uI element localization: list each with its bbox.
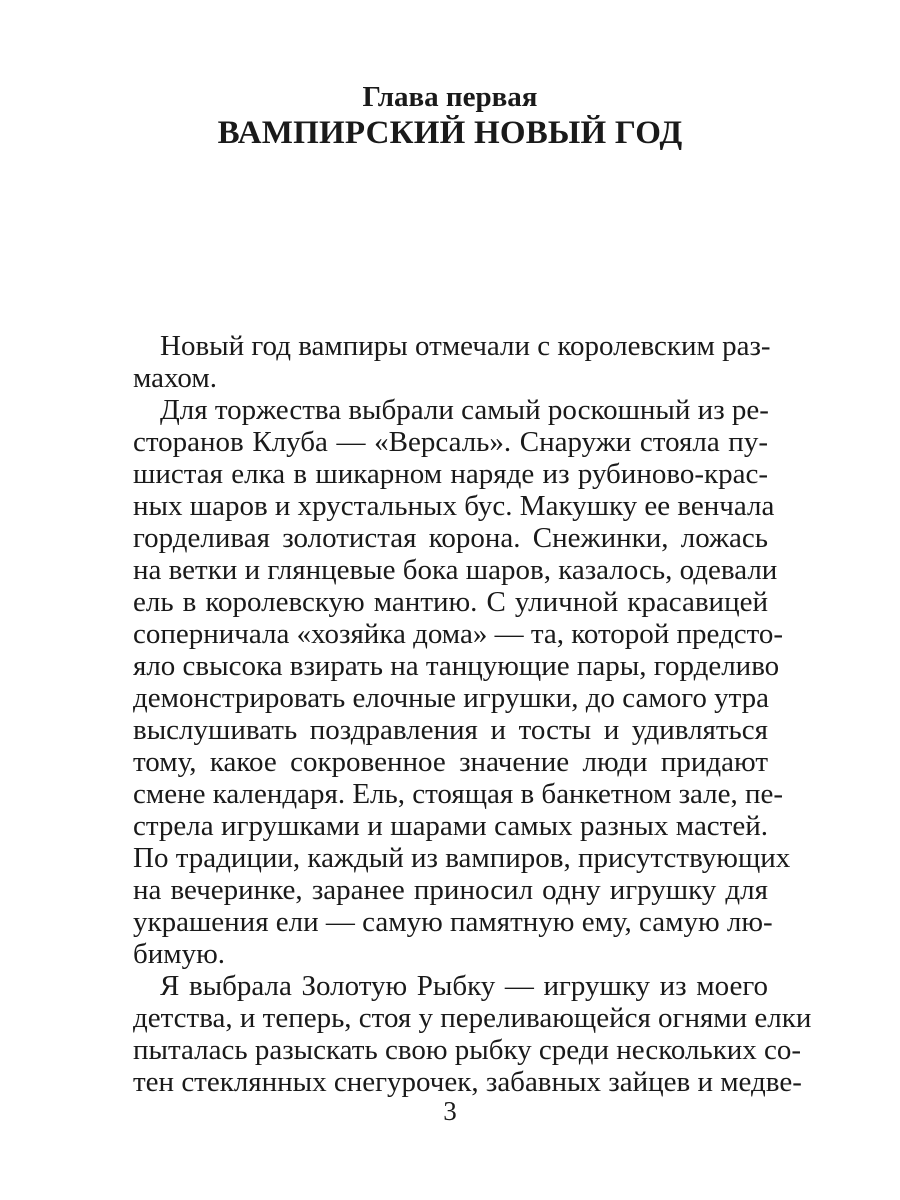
text-line: украшения ели — самую памятную ему, самую лю-: [133, 906, 773, 938]
text-line: демонстрировать елочные игрушки, до самого утра: [133, 682, 770, 714]
text-line: выслушивать поздравления и тосты и удивляться: [133, 714, 768, 746]
chapter-title: ВАМПИРСКИЙ НОВЫЙ ГОД: [217, 115, 683, 151]
text-line: Для торжества выбрали самый роскошный из ре-: [160, 394, 769, 426]
text-line: горделивая золотистая корона. Снежинки, ложась: [133, 522, 768, 554]
text-line: ель в королевскую мантию. С уличной красавицей: [133, 586, 768, 618]
text-line: яло свысока взирать на танцующие пары, горделиво: [133, 650, 780, 682]
text-line: бимую.: [133, 938, 226, 970]
text-line: тому, какое сокровенное значение люди придают: [133, 746, 768, 778]
page-number: 3: [443, 1096, 457, 1126]
text-line: махом.: [133, 362, 217, 394]
text-line: Новый год вампиры отмечали с королевским раз-: [160, 330, 771, 362]
text-line: детства, и теперь, стоя у переливающейся огнями елки: [133, 1002, 812, 1034]
text-line: ных шаров и хрустальных бус. Макушку ее венчала: [133, 490, 775, 522]
text-line: соперничала «хозяйка дома» — та, которой предсто-: [133, 618, 784, 650]
chapter-label: Глава первая: [362, 81, 538, 113]
text-line: на вечеринке, заранее приносил одну игрушку для: [133, 874, 768, 906]
text-line: на ветки и глянцевые бока шаров, казалось, одевали: [133, 554, 778, 586]
text-line: шистая елка в шикарном наряде из рубиново-крас-: [133, 458, 768, 490]
text-line: пыталась разыскать свою рыбку среди нескольких со-: [133, 1034, 802, 1066]
text-line: Я выбрала Золотую Рыбку — игрушку из моего: [160, 970, 768, 1002]
text-line: По традиции, каждый из вампиров, присутствующих: [133, 842, 791, 874]
text-line: смене календаря. Ель, стоящая в банкетном зале, пе-: [133, 778, 784, 810]
text-line: сторанов Клуба — «Версаль». Снаружи стояла пу-: [133, 426, 768, 458]
text-line: тен стеклянных снегурочек, забавных зайцев и медве-: [133, 1066, 802, 1098]
text-line: стрела игрушками и шарами самых разных мастей.: [133, 810, 768, 842]
